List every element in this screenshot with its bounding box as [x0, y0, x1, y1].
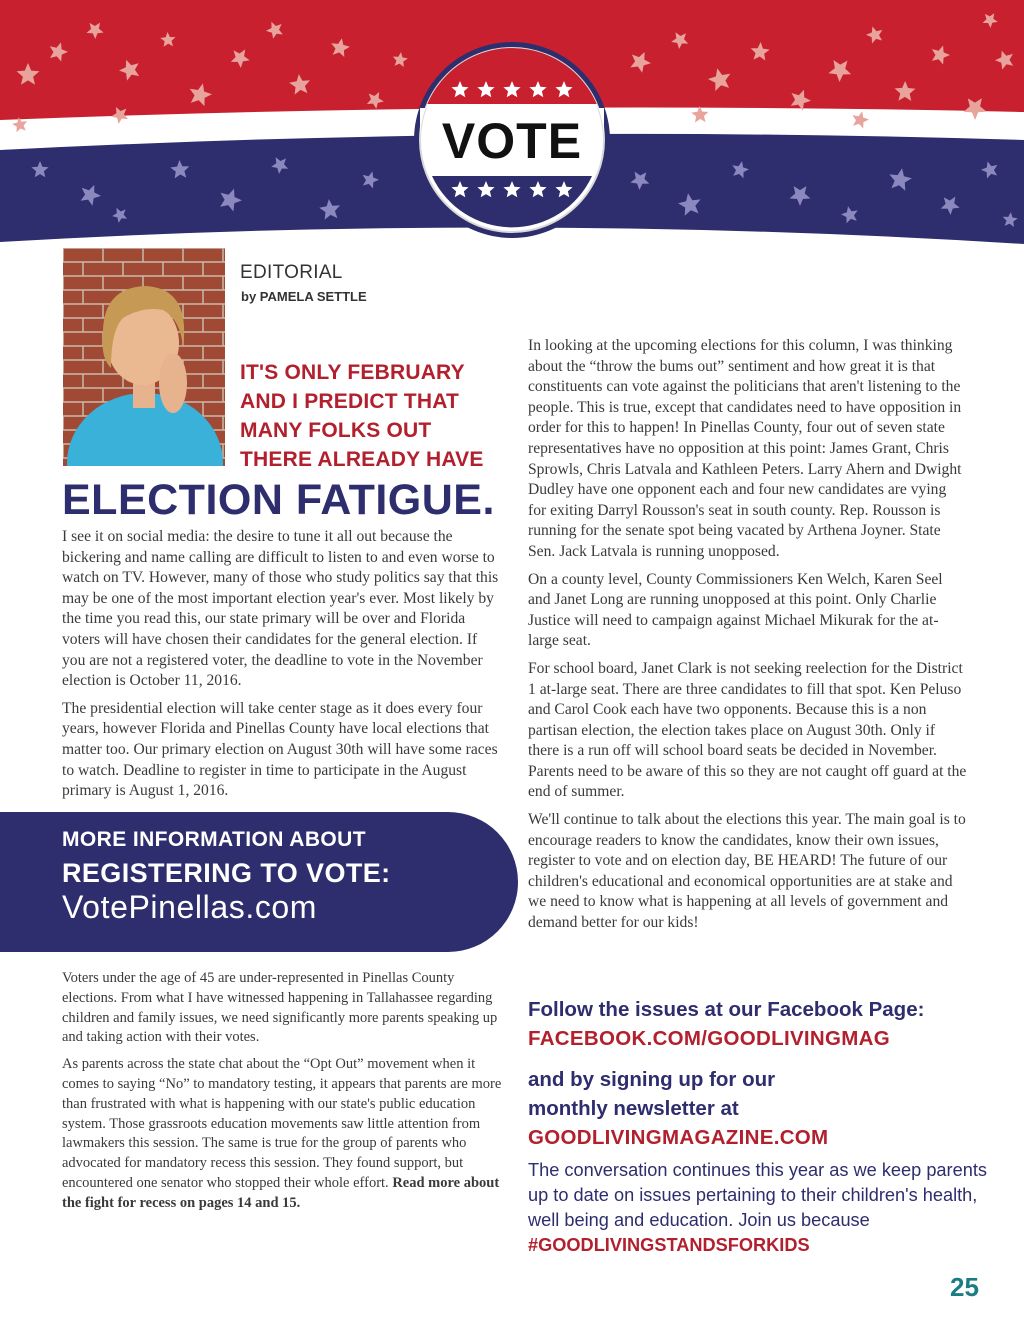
lead-line: THERE ALREADY HAVE [240, 448, 484, 471]
hashtag: #GOODLIVINGSTANDSFORKIDS [528, 1235, 810, 1255]
registration-info-box [0, 812, 518, 952]
author-photo [63, 248, 225, 466]
paragraph: In looking at the upcoming elections for this column, I was thinking about the “throw the bums out” sentiment and how great it is that constituents can vote against the politicians that aren't listening to the people. This is true, except that candidates need to have opposition in order for this to happen! In Pinellas County, four out of seven state representatives have no opposition at this point: James Grant, Chris Sprowls, Chris Latvala and Kathleen Peters. Larry Ahern and Dwight Dudley have one opponent each and four new candidates are vying for exiting Darryl Rousson's seat in south county. Rep. Rousson is running for the senate spot being vacated by Arthena Joyner. State Sen. Jack Latvala is running unopposed. [528, 337, 962, 560]
lead-line: AND I PREDICT THAT [240, 390, 460, 413]
headline: ELECTION FATIGUE. [62, 476, 495, 524]
newsletter-text: monthly newsletter at [528, 1097, 739, 1120]
paragraph: The presidential election will take center stage as it does every four years, however Florida and Pinellas County have local elections that matter too. Our primary election on August 30th will have some races to watch. Deadline to register in time to participate in the August primary is August 1, 2016. [62, 699, 498, 800]
paragraph: I see it on social media: the desire to tune it all out because the bickering and name calling are difficult to listen to and even worse to watch on TV. However, many of those who study politics say that this may be one of the most important election year's ever. Most likely by the time you read this, our state primary will be over and Florida voters will have chosen their candidates for the general election. If you are not a registered voter, the deadline to vote in the November election is October 11, 2016. [62, 528, 499, 690]
section-label: EDITORIAL [240, 262, 343, 283]
conversation-body: The conversation continues this year as we keep parents up to date on issues pertaining to their children's health, well being and education. Join us because [528, 1160, 987, 1230]
lead-line: IT'S ONLY FEBRUARY [240, 361, 465, 384]
facebook-link[interactable]: FACEBOOK.COM/GOODLIVINGMAG [528, 1027, 890, 1050]
conversation-text [528, 1158, 988, 1258]
paragraph: On a county level, County Commissioners Ken Welch, Karen Seel and Janet Long are running unopposed at this point. Only Charlie Justice will need to campaign against Michael Mikurak for the at-large seat. [528, 570, 943, 650]
website-link[interactable]: GOODLIVINGMAGAZINE.COM [528, 1126, 829, 1149]
vote-button-text: VOTE [441, 113, 583, 169]
article-column-right [528, 336, 968, 941]
paragraph: Voters under the age of 45 are under-represented in Pinellas County elections. From what I have witnessed happening in Tallahassee regarding children and family issues, we need significantly more parents speaking up and taking action with their votes. [62, 970, 498, 1046]
newsletter-text: and by signing up for our [528, 1068, 776, 1091]
page-number: 25 [950, 1272, 979, 1302]
follow-block [528, 995, 988, 1258]
paragraph [62, 1055, 502, 1213]
info-line: REGISTERING TO VOTE: [62, 858, 391, 888]
follow-facebook-text: Follow the issues at our Facebook Page: [528, 998, 925, 1021]
vote-pinellas-link[interactable]: VotePinellas.com [62, 889, 318, 925]
vote-banner [0, 0, 1024, 250]
paragraph-text: As parents across the state chat about the “Opt Out” movement when it comes to saying “No” to mandatory testing, it appears that parents are more than frustrated with what is happening with our state's public education system. Those grassroots education movements saw little attention from lawmakers this session. The same is true for the group of parents who advocated for mandatory recess this session. They found support, but encountered one senator who stopped their whole effort. [62, 1056, 502, 1191]
paragraph: For school board, Janet Clark is not seeking reelection for the District 1 at-large seat. There are three candidates to fill that spot. Ken Peluso and Carol Cook each have two opponents. Because this is a non partisan election, the election takes place on August 30th. Only if there is a run off will school board seats be decided in November. Parents need to be aware of this so they are not caught off guard at the end of summer. [528, 659, 967, 801]
info-line: MORE INFORMATION ABOUT [62, 828, 366, 851]
article-column-left [62, 527, 502, 809]
lead-line: MANY FOLKS OUT [240, 419, 432, 442]
paragraph: We'll continue to talk about the elections this year. The main goal is to encourage readers to know the candidates, know their own issues, register to vote and on election day, BE HEARD! The future of our children's educational and economical opportunities are at stake and we need to know what is happening at all levels of government and demand better for our kids! [528, 811, 966, 932]
article-column-left-lower [62, 969, 502, 1221]
lead-heading [240, 358, 520, 474]
recess-pages-reference: Read more about the fight for recess on pages 14 and 15. [62, 1174, 500, 1211]
byline: by PAMELA SETTLE [241, 289, 367, 304]
